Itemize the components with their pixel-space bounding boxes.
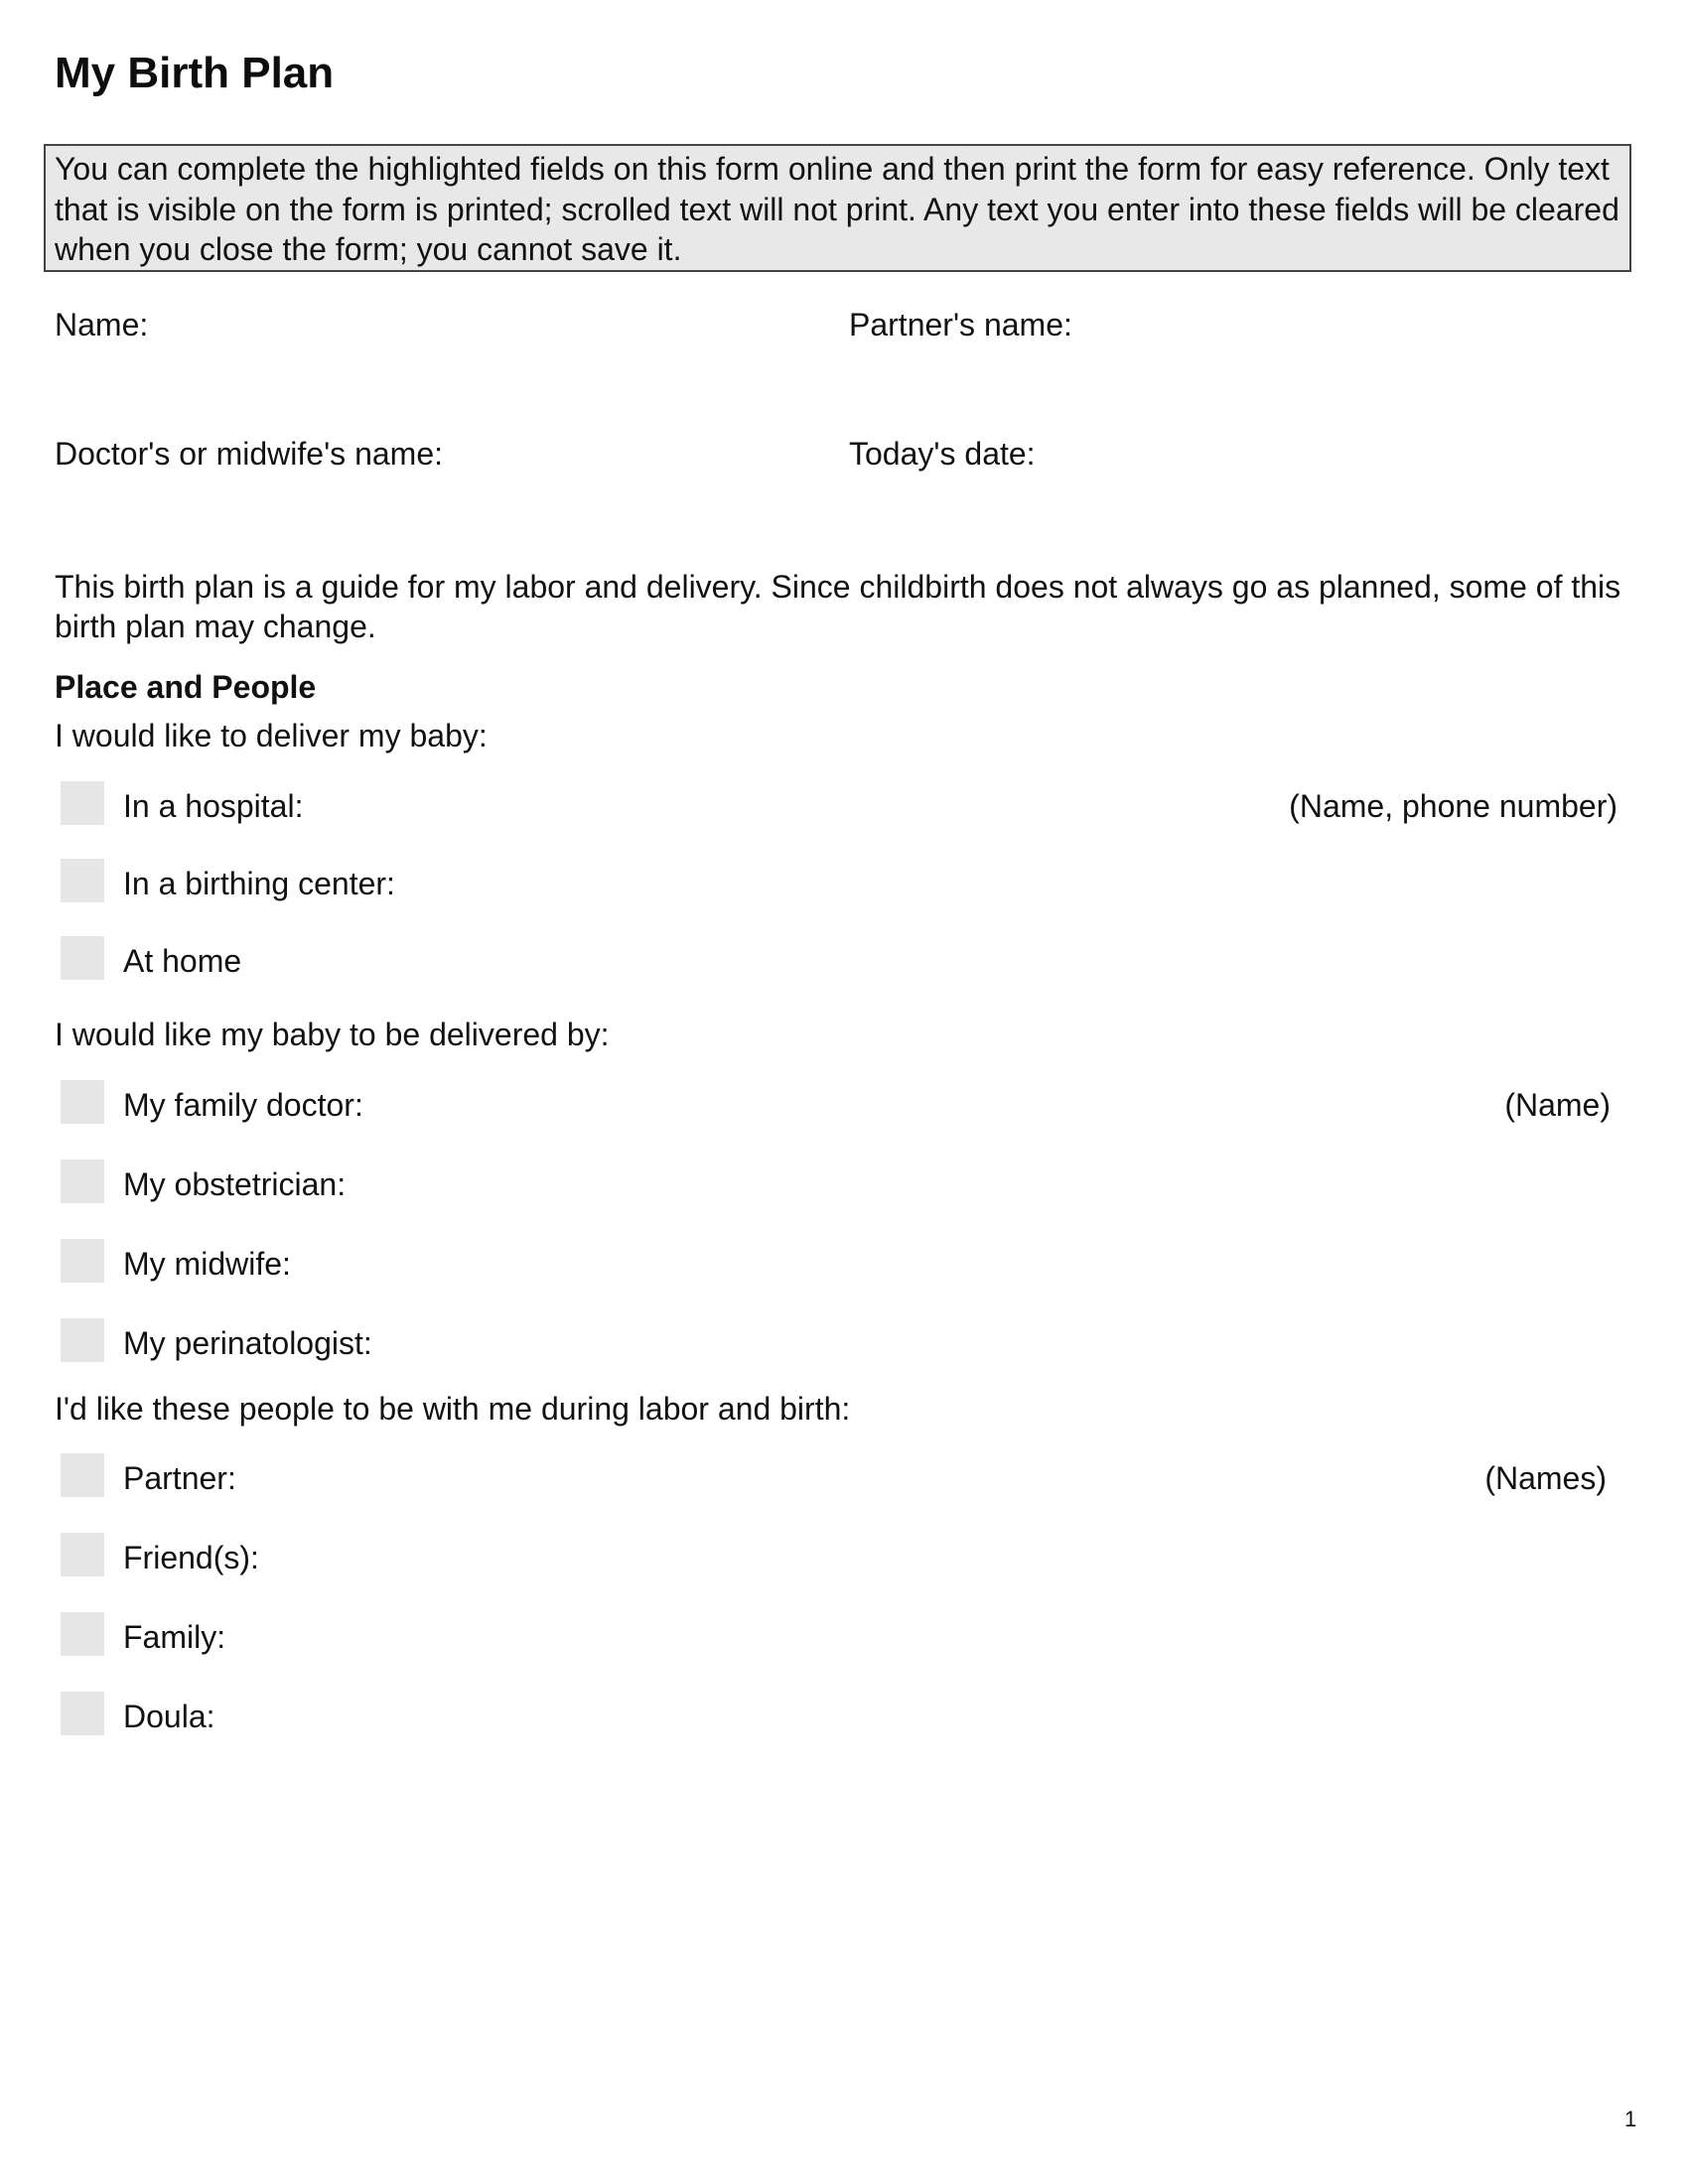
- provider-name-field[interactable]: [467, 427, 834, 477]
- hospital-field[interactable]: [417, 781, 1261, 825]
- checkbox-family-doctor[interactable]: [61, 1080, 104, 1124]
- support-people-prompt: I'd like these people to be with me during labor and birth:: [55, 1391, 851, 1427]
- checkbox-birthing-center[interactable]: [61, 859, 104, 902]
- checkbox-perinatologist[interactable]: [61, 1318, 104, 1362]
- checkbox-partner[interactable]: [61, 1453, 104, 1497]
- option-label-perinatologist: My perinatologist:: [123, 1325, 372, 1361]
- provider-name-label: Doctor's or midwife's name:: [55, 436, 443, 472]
- name-field[interactable]: [159, 298, 834, 347]
- checkbox-doula[interactable]: [61, 1692, 104, 1735]
- family-doctor-field[interactable]: [387, 1080, 1479, 1124]
- date-label: Today's date:: [849, 436, 1036, 472]
- option-label-midwife: My midwife:: [123, 1246, 291, 1282]
- checkbox-midwife[interactable]: [61, 1239, 104, 1283]
- option-label-hospital: In a hospital:: [123, 788, 304, 824]
- option-label-family: Family:: [123, 1619, 226, 1655]
- option-label-partner: Partner:: [123, 1460, 236, 1496]
- intro-paragraph: This birth plan is a guide for my labor and delivery. Since childbirth does not always go as planned, some of this birth plan may change.: [55, 569, 1621, 644]
- option-label-at-home: At home: [123, 943, 242, 979]
- option-label-family-doctor: My family doctor:: [123, 1087, 363, 1123]
- delivered-by-hint: (Name): [1504, 1087, 1611, 1123]
- option-label-birthing-center: In a birthing center:: [123, 866, 395, 901]
- support-people-hint: (Names): [1484, 1460, 1607, 1496]
- instructions-notice: [44, 144, 1631, 272]
- date-field[interactable]: [1053, 427, 1633, 477]
- checkbox-at-home[interactable]: [61, 936, 104, 980]
- birthing-center-field[interactable]: [417, 859, 1628, 902]
- section-heading-place-and-people: Place and People: [55, 669, 317, 705]
- checkbox-family[interactable]: [61, 1612, 104, 1656]
- place-prompt: I would like to deliver my baby:: [55, 718, 488, 753]
- delivered-by-prompt: I would like my baby to be delivered by:: [55, 1017, 610, 1052]
- page-title: My Birth Plan: [55, 49, 335, 97]
- partner-field[interactable]: [268, 1453, 1460, 1497]
- doula-field[interactable]: [268, 1692, 1628, 1735]
- obstetrician-field[interactable]: [387, 1160, 1628, 1203]
- partner-name-field[interactable]: [1087, 298, 1633, 347]
- friends-field[interactable]: [268, 1533, 1628, 1576]
- checkbox-hospital[interactable]: [61, 781, 104, 825]
- place-hint: (Name, phone number): [1289, 788, 1618, 824]
- name-label: Name:: [55, 307, 149, 342]
- partner-name-label: Partner's name:: [849, 307, 1072, 342]
- midwife-field[interactable]: [387, 1239, 1628, 1283]
- family-field[interactable]: [268, 1612, 1628, 1656]
- checkbox-friends[interactable]: [61, 1533, 104, 1576]
- instructions-text: You can complete the highlighted fields on this form online and then print the form for easy reference. Only text that is visible on the form is printed; scrolled text will not print. Any text you enter into these fields will be cleared when you close the form; you cannot save it.: [55, 151, 1619, 267]
- option-label-doula: Doula:: [123, 1699, 215, 1734]
- option-label-friends: Friend(s):: [123, 1540, 259, 1575]
- option-label-obstetrician: My obstetrician:: [123, 1166, 347, 1202]
- page-number: 1: [1624, 2107, 1637, 2131]
- checkbox-obstetrician[interactable]: [61, 1160, 104, 1203]
- perinatologist-field[interactable]: [387, 1318, 1628, 1362]
